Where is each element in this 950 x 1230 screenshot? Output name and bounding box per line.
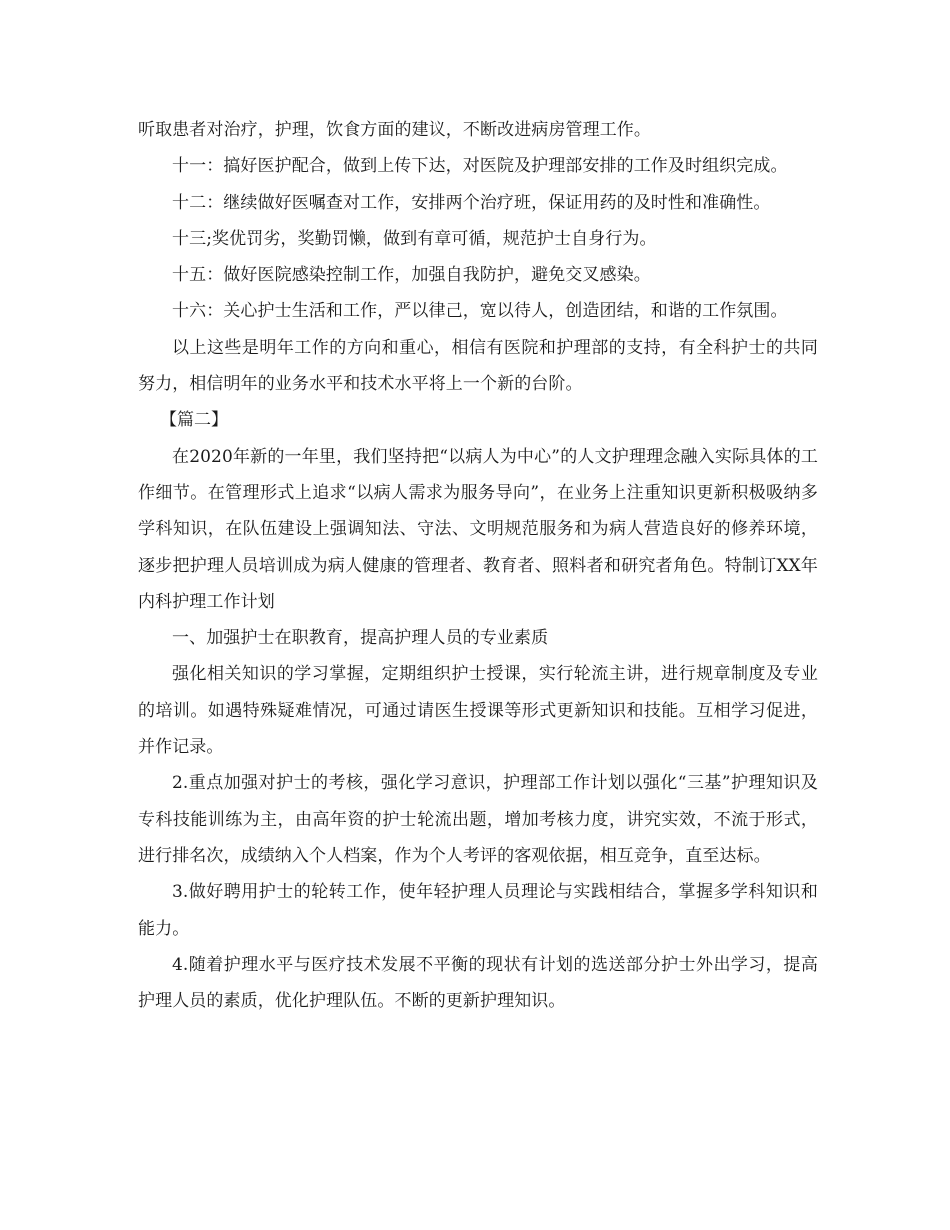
- paragraph: 2.重点加强对护士的考核，强化学习意识，护理部工作计划以强化“三基”护理知识及专科技能训练为主，由高年资的护士轮流出题，增加考核力度，讲究实效，不流于形式，进行排名次，成绩纳入个人档案，作为个人考评的客观依据，相互竞争，直至达标。: [138, 773, 818, 866]
- paragraph: 十五：做好医院感染控制工作，加强自我防护，避免交叉感染。: [172, 265, 651, 286]
- paragraph: 以上这些是明年工作的方向和重心，相信有医院和护理部的支持，有全科护士的共同努力，相信明年的业务水平和技术水平将上一个新的台阶。: [138, 337, 818, 395]
- paragraph: 听取患者对治疗，护理，饮食方面的建议，不断改进病房管理工作。: [138, 120, 651, 140]
- section-heading: 【篇二】: [160, 410, 228, 431]
- paragraph: 十一：搞好医护配合，做到上传下达，对医院及护理部安排的工作及时组织完成。: [172, 156, 788, 177]
- paragraph: 十二：继续做好医嘱查对工作，安排两个治疗班，保证用药的及时性和准确性。: [172, 192, 771, 213]
- paragraph: 在2020年新的一年里，我们坚持把“以病人为中心”的人文护理理念融入实际具体的工作细节。在管理形式上追求“以病人需求为服务导向”，在业务上注重知识更新积极吸纳多学科知识，在队伍建设上强调知法、守法、文明规范服务和为病人营造良好的修养环境，逐步把护理人员培训成为病人健康的管理者、教育者、照料者和研究者角色。特制订XX年内科护理工作计划: [138, 446, 818, 612]
- paragraph: 一、加强护士在职教育，提高护理人员的专业素质: [172, 628, 549, 649]
- paragraph: 十三;奖优罚劣，奖勤罚懒，做到有章可循，规范护士自身行为。: [172, 228, 657, 249]
- paragraph: 十六：关心护士生活和工作，严以律己，宽以待人，创造团结，和谐的工作氛围。: [172, 301, 788, 322]
- document-body: [138, 112, 818, 1019]
- paragraph: 强化相关知识的学习掌握，定期组织护士授课，实行轮流主讲，进行规章制度及专业的培训。如遇特殊疑难情况，可通过请医生授课等形式更新知识和技能。互相学习促进，并作记录。: [138, 664, 818, 758]
- paragraph: 4.随着护理水平与医疗技术发展不平衡的现状有计划的选送部分护士外出学习，提高护理人员的素质，优化护理队伍。不断的更新护理知识。: [138, 954, 818, 1012]
- paragraph: 3.做好聘用护士的轮转工作，使年轻护理人员理论与实践相结合，掌握多学科知识和能力。: [138, 882, 818, 939]
